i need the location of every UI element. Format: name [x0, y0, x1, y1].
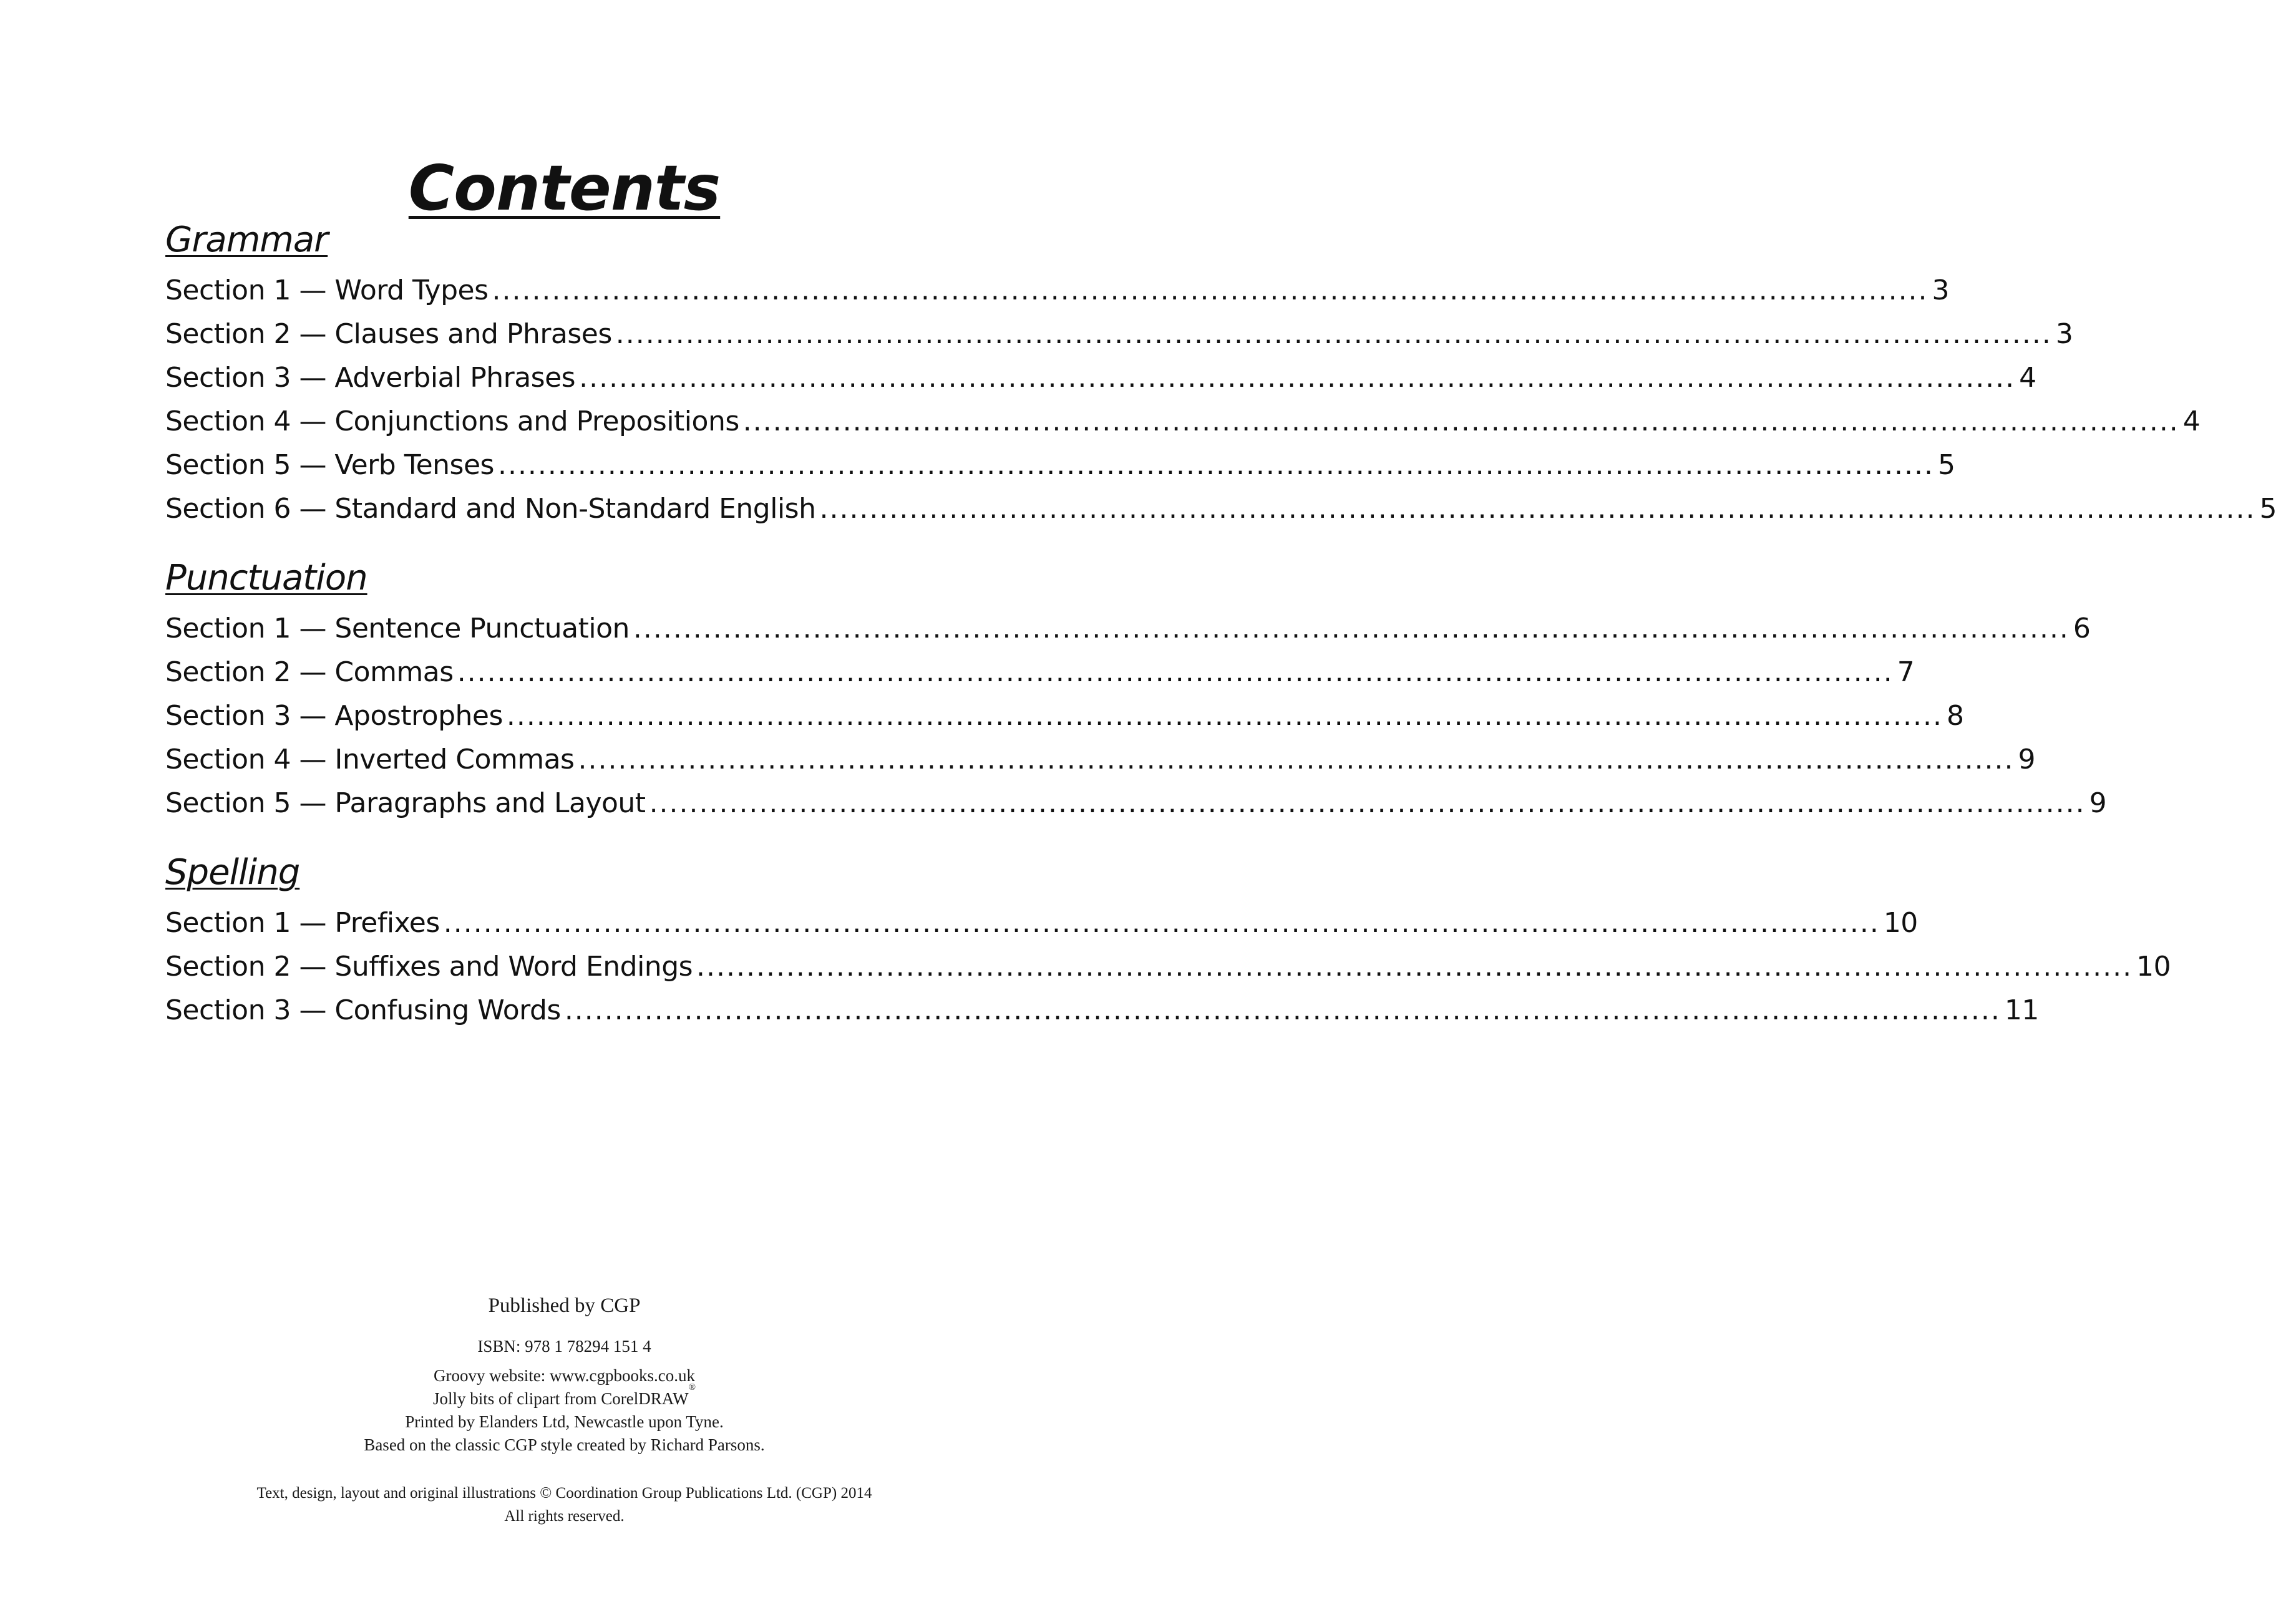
entry-page-number: 7: [1897, 656, 1915, 688]
entry-page-number: 9: [2089, 787, 2107, 819]
entry-label: Section 5 — Verb Tenses: [165, 449, 494, 481]
copyright-line: Text, design, layout and original illustrations © Coordination Group Publications Ltd. (CGP) 2014: [256, 1485, 872, 1502]
clipart-text: Jolly bits of clipart from CorelDRAW: [433, 1389, 689, 1408]
toc-entry[interactable]: [165, 945, 2171, 989]
group-heading-spelling: Spelling: [165, 852, 300, 893]
dot-leader: ................................................................................................................................................: [633, 613, 2070, 644]
entry-label: Section 5 — Paragraphs and Layout: [165, 787, 646, 819]
registered-mark: ®: [688, 1382, 696, 1392]
table-of-contents: [165, 215, 2277, 1055]
toc-group-grammar: [165, 215, 2277, 531]
group-heading-punctuation: Punctuation: [165, 558, 367, 598]
group-heading-grammar: Grammar: [165, 220, 328, 260]
dot-leader: ................................................................................................................................................: [564, 994, 2001, 1026]
dot-leader: ................................................................................................................................................: [492, 274, 1929, 306]
isbn-line: ISBN: 978 1 78294 151 4: [477, 1337, 651, 1356]
style-credit-line: Based on the classic CGP style created by Richard Parsons.: [364, 1435, 765, 1454]
entry-page-number: 10: [1883, 907, 1918, 939]
entry-page-number: 11: [2004, 994, 2039, 1026]
toc-entry[interactable]: [165, 694, 1964, 738]
toc-entry[interactable]: [165, 487, 2277, 531]
entry-label: Section 2 — Suffixes and Word Endings: [165, 951, 693, 983]
toc-entry[interactable]: [165, 269, 1950, 313]
printer-line: Printed by Elanders Ltd, Newcastle upon Tyne.: [405, 1412, 724, 1431]
toc-group-punctuation: [165, 553, 2107, 825]
colophon-details: [0, 1335, 1129, 1457]
entry-page-number: 9: [2018, 744, 2036, 775]
toc-entry[interactable]: [165, 444, 1955, 487]
toc-entry[interactable]: [165, 989, 2039, 1032]
entry-label: Section 1 — Prefixes: [165, 907, 440, 939]
entry-page-number: 3: [2055, 318, 2073, 350]
dot-leader: ................................................................................................................................................: [696, 951, 2133, 983]
entry-page-number: 3: [1932, 274, 1950, 306]
entry-page-number: 4: [2182, 405, 2201, 437]
entry-label: Section 2 — Clauses and Phrases: [165, 318, 612, 350]
dot-leader: ................................................................................................................................................: [579, 362, 2016, 394]
entry-page-number: 5: [2259, 493, 2277, 525]
dot-leader: ................................................................................................................................................: [615, 318, 2052, 350]
entry-label: Section 3 — Adverbial Phrases: [165, 362, 576, 394]
toc-entry[interactable]: [165, 400, 2201, 444]
dot-leader: ................................................................................................................................................: [578, 744, 2015, 775]
entry-label: Section 1 — Sentence Punctuation: [165, 613, 630, 644]
entry-label: Section 3 — Apostrophes: [165, 700, 503, 732]
toc-entry[interactable]: [165, 356, 2036, 400]
clipart-line: [0, 1382, 1129, 1410]
dot-leader: ................................................................................................................................................: [443, 907, 1880, 939]
entry-page-number: 8: [1946, 700, 1964, 732]
entry-page-number: 10: [2136, 951, 2171, 983]
entry-page-number: 6: [2073, 613, 2091, 644]
entry-label: Section 2 — Commas: [165, 656, 454, 688]
toc-entry[interactable]: [165, 313, 2073, 356]
toc-entry[interactable]: [165, 901, 1918, 945]
entry-page-number: 5: [1938, 449, 1955, 481]
website-line: Groovy website: www.cgpbooks.co.uk: [434, 1366, 695, 1385]
entry-label: Section 4 — Conjunctions and Prepositions: [165, 405, 739, 437]
page-title: Contents: [408, 152, 721, 225]
entry-label: Section 6 — Standard and Non-Standard English: [165, 493, 816, 525]
dot-leader: ................................................................................................................................................: [819, 493, 2256, 525]
toc-entry[interactable]: [165, 782, 2107, 825]
dot-leader: ................................................................................................................................................: [497, 449, 1934, 481]
toc-entry[interactable]: [165, 738, 2036, 782]
toc-entry[interactable]: [165, 651, 1915, 694]
toc-entry[interactable]: [165, 607, 2091, 651]
entry-label: Section 4 — Inverted Commas: [165, 744, 575, 775]
colophon-spacer: [0, 1358, 1129, 1364]
copyright-block: [0, 1482, 1129, 1528]
entry-page-number: 4: [2019, 362, 2036, 394]
dot-leader: ................................................................................................................................................: [649, 787, 2086, 819]
rights-line: All rights reserved.: [504, 1508, 625, 1525]
publisher-line: Published by CGP: [488, 1294, 641, 1317]
toc-group-spelling: [165, 848, 2171, 1032]
entry-label: Section 3 — Confusing Words: [165, 994, 561, 1026]
dot-leader: ................................................................................................................................................: [506, 700, 1943, 732]
dot-leader: ................................................................................................................................................: [457, 656, 1894, 688]
dot-leader: ................................................................................................................................................: [742, 405, 2179, 437]
entry-label: Section 1 — Word Types: [165, 274, 489, 306]
